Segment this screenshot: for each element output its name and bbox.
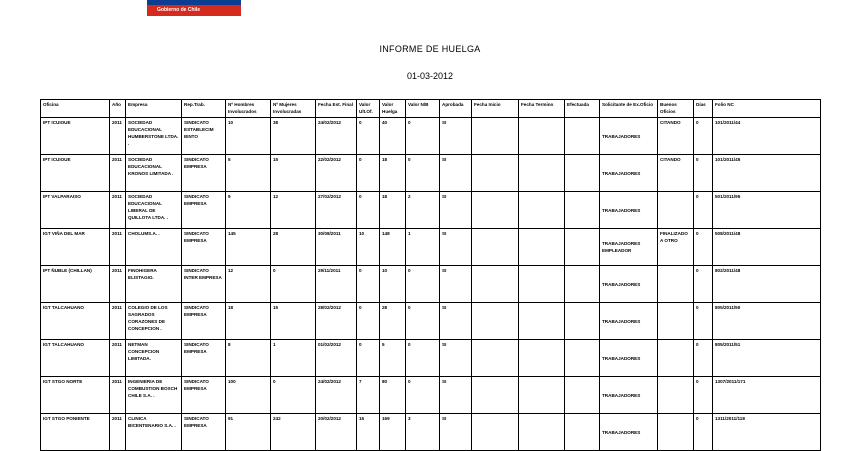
cell-fecha_est: 24/02/2012: [316, 377, 357, 414]
cell-ult: 0: [357, 192, 380, 229]
cell-fecha_est: 01/02/2012: [316, 340, 357, 377]
cell-oficina: IGT TALCAHUANO: [41, 340, 110, 377]
cell-folio: 501/2011/95: [713, 192, 821, 229]
cell-huelga: 5: [380, 340, 406, 377]
cell-empresa: COLEGIO DE LOS SAGRADOS CORAZONES DE CONCEPCION .: [126, 303, 182, 340]
cell-termino: [519, 229, 565, 266]
strike-report-table: [40, 99, 821, 451]
logo-text: Gobierno de Chile: [157, 7, 201, 13]
cell-hombres: 12: [226, 266, 271, 303]
cell-empresa: INGENIERIA DE COMBUSTION BOSCH CHILE S.A. .: [126, 377, 182, 414]
cell-empresa: NETMAN CONCEPCION LIMITADA.: [126, 340, 182, 377]
cell-rep: SINDICATO EMPRESA: [182, 229, 226, 266]
cell-inicio: [472, 377, 519, 414]
cell-huelga: 80: [380, 377, 406, 414]
cell-solicitante: TRABAJADORES: [600, 414, 658, 451]
cell-oficina: IPT VALPARAISO: [41, 192, 110, 229]
cell-hombres: 18: [226, 303, 271, 340]
cell-ult: 10: [357, 229, 380, 266]
cell-oficina: IGT TALCAHUANO: [41, 303, 110, 340]
report-title: INFORME DE HUELGA: [379, 44, 481, 54]
cell-nb: 0: [406, 340, 440, 377]
cell-hombres: 91: [226, 414, 271, 451]
cell-inicio: [472, 266, 519, 303]
cell-dias: 0: [694, 303, 713, 340]
cell-fecha_est: 28/02/2012: [316, 303, 357, 340]
cell-hombres: 100: [226, 377, 271, 414]
cell-mujeres: 12: [271, 192, 316, 229]
cell-folio: 805/2011/50: [713, 303, 821, 340]
cell-buenos: [658, 192, 694, 229]
cell-fecha_est: 22/02/2012: [316, 155, 357, 192]
cell-aprobada: SI: [440, 340, 472, 377]
cell-aprobada: SI: [440, 155, 472, 192]
column-header: Fecha Termino: [519, 100, 565, 118]
cell-efectuada: [565, 377, 600, 414]
cell-rep: SINDICATO EMPRESA: [182, 377, 226, 414]
cell-anio: 2011: [110, 229, 126, 266]
cell-buenos: [658, 414, 694, 451]
cell-efectuada: [565, 192, 600, 229]
cell-mujeres: 1: [271, 340, 316, 377]
cell-solicitante: TRABAJADORES: [600, 192, 658, 229]
column-header: Nº Mujeres Involucradas: [271, 100, 316, 118]
cell-huelga: 40: [380, 118, 406, 155]
cell-nb: 0: [406, 303, 440, 340]
cell-termino: [519, 155, 565, 192]
cell-empresa: SOCIEDAD EDUCACIONAL HUMBERSTONE LTDA. .: [126, 118, 182, 155]
column-header: Folio NC: [713, 100, 821, 118]
cell-rep: SINDICATO EMPRESA: [182, 155, 226, 192]
cell-termino: [519, 303, 565, 340]
cell-ult: 0: [357, 340, 380, 377]
cell-inicio: [472, 192, 519, 229]
cell-inicio: [472, 155, 519, 192]
cell-oficina: IPT ICUIOUE: [41, 155, 110, 192]
cell-dias: 0: [694, 414, 713, 451]
column-header: Efectuada: [565, 100, 600, 118]
table-row: [41, 192, 821, 229]
cell-nb: 3: [406, 414, 440, 451]
cell-dias: 0: [694, 377, 713, 414]
cell-folio: 1307/2011/171: [713, 377, 821, 414]
cell-huelga: 28: [380, 303, 406, 340]
cell-anio: 2011: [110, 155, 126, 192]
cell-huelga: 148: [380, 229, 406, 266]
cell-efectuada: [565, 340, 600, 377]
cell-mujeres: 38: [271, 118, 316, 155]
cell-ult: 7: [357, 377, 380, 414]
cell-folio: 508/2011/48: [713, 229, 821, 266]
cell-ult: 0: [357, 266, 380, 303]
cell-solicitante: TRABAJADORES: [600, 118, 658, 155]
cell-buenos: CITANDO: [658, 155, 694, 192]
cell-anio: 2011: [110, 266, 126, 303]
cell-efectuada: [565, 414, 600, 451]
cell-folio: 802/2011/48: [713, 266, 821, 303]
cell-termino: [519, 118, 565, 155]
cell-buenos: [658, 377, 694, 414]
cell-folio: 101/2011/44: [713, 118, 821, 155]
cell-anio: 2011: [110, 377, 126, 414]
cell-oficina: IGT STGO PONIENTE: [41, 414, 110, 451]
cell-buenos: [658, 340, 694, 377]
column-header: Días: [694, 100, 713, 118]
cell-inicio: [472, 340, 519, 377]
column-header: Rep.Trab.: [182, 100, 226, 118]
cell-huelga: 18: [380, 192, 406, 229]
table-row: [41, 266, 821, 303]
cell-folio: 101/2011/45: [713, 155, 821, 192]
cell-rep: SINDICATO EMPRESA: [182, 414, 226, 451]
cell-empresa: CHOLUMS.A. .: [126, 229, 182, 266]
cell-dias: 0: [694, 266, 713, 303]
column-header: Aprobada: [440, 100, 472, 118]
cell-ult: 0: [357, 155, 380, 192]
cell-nb: 2: [406, 192, 440, 229]
table-row: [41, 118, 821, 155]
cell-efectuada: [565, 303, 600, 340]
cell-aprobada: SI: [440, 229, 472, 266]
cell-aprobada: SI: [440, 377, 472, 414]
cell-folio: 805/2011/51: [713, 340, 821, 377]
cell-huelga: 169: [380, 414, 406, 451]
cell-termino: [519, 266, 565, 303]
cell-termino: [519, 377, 565, 414]
cell-anio: 2011: [110, 414, 126, 451]
cell-hombres: 10: [226, 118, 271, 155]
cell-rep: SINDICATO EMPRESA: [182, 340, 226, 377]
cell-dias: 0: [694, 155, 713, 192]
cell-anio: 2011: [110, 340, 126, 377]
cell-nb: 0: [406, 155, 440, 192]
cell-mujeres: 15: [271, 155, 316, 192]
cell-rep: SINDICATO EMPRESA: [182, 303, 226, 340]
cell-fecha_est: 20/02/2012: [316, 414, 357, 451]
cell-nb: 1: [406, 229, 440, 266]
cell-mujeres: 242: [271, 414, 316, 451]
cell-aprobada: SI: [440, 414, 472, 451]
cell-folio: 1311/2011/118: [713, 414, 821, 451]
cell-termino: [519, 192, 565, 229]
cell-aprobada: SI: [440, 303, 472, 340]
cell-huelga: 18: [380, 155, 406, 192]
cell-mujeres: 0: [271, 377, 316, 414]
table-row: [41, 229, 821, 266]
cell-nb: 0: [406, 377, 440, 414]
cell-dias: 0: [694, 229, 713, 266]
cell-efectuada: [565, 229, 600, 266]
column-header: Año: [110, 100, 126, 118]
cell-efectuada: [565, 155, 600, 192]
cell-solicitante: TRABAJADORES: [600, 155, 658, 192]
cell-dias: 0: [694, 340, 713, 377]
cell-aprobada: SI: [440, 266, 472, 303]
cell-oficina: IGT VIÑA DEL MAR: [41, 229, 110, 266]
table-row: [41, 155, 821, 192]
cell-oficina: IGT STGO NORTE: [41, 377, 110, 414]
column-header: Empresa: [126, 100, 182, 118]
cell-fecha_est: 24/02/2012: [316, 118, 357, 155]
cell-solicitante: TRABAJADORES: [600, 340, 658, 377]
cell-efectuada: [565, 118, 600, 155]
cell-termino: [519, 414, 565, 451]
cell-fecha_est: 30/08/2011: [316, 229, 357, 266]
column-header: Valor N/B: [406, 100, 440, 118]
cell-fecha_est: 29/11/2011: [316, 266, 357, 303]
cell-buenos: [658, 266, 694, 303]
cell-dias: 0: [694, 192, 713, 229]
cell-huelga: 10: [380, 266, 406, 303]
cell-buenos: FINALIZADO A OTRO: [658, 229, 694, 266]
cell-aprobada: SI: [440, 118, 472, 155]
cell-oficina: IPT ICUIOUE: [41, 118, 110, 155]
cell-oficina: IPT ÑUBLE (CHILLAN): [41, 266, 110, 303]
cell-efectuada: [565, 266, 600, 303]
cell-nb: 0: [406, 266, 440, 303]
cell-hombres: 5: [226, 155, 271, 192]
cell-mujeres: 15: [271, 303, 316, 340]
cell-empresa: SOCIEDAD EDUCACIONAL LIBERAL DE QUILLOTA LTDA. .: [126, 192, 182, 229]
cell-hombres: 9: [226, 192, 271, 229]
table-header-row: [41, 100, 821, 118]
cell-ult: 0: [357, 118, 380, 155]
cell-anio: 2011: [110, 118, 126, 155]
column-header: Fecha Inicio: [472, 100, 519, 118]
cell-anio: 2011: [110, 303, 126, 340]
gobierno-logo: [147, 0, 241, 16]
cell-rep: SINDICATO ESTABLECIM IENTO: [182, 118, 226, 155]
cell-solicitante: TRABAJADORES: [600, 303, 658, 340]
cell-rep: SINDICATO INTER EMPRESA: [182, 266, 226, 303]
cell-mujeres: 28: [271, 229, 316, 266]
cell-inicio: [472, 229, 519, 266]
table-row: [41, 377, 821, 414]
cell-anio: 2011: [110, 192, 126, 229]
cell-solicitante: TRABAJADORES: [600, 266, 658, 303]
cell-ult: 0: [357, 303, 380, 340]
cell-hombres: 8: [226, 340, 271, 377]
table-row: [41, 414, 821, 451]
cell-empresa: SOCIEDAD EDUCACIONAL KRONOS LIMITADA .: [126, 155, 182, 192]
column-header: Fecha Est. Final: [316, 100, 357, 118]
cell-inicio: [472, 303, 519, 340]
cell-buenos: CITANDO: [658, 118, 694, 155]
cell-nb: 0: [406, 118, 440, 155]
column-header: Oficina: [41, 100, 110, 118]
cell-empresa: FINOHIGERA ELISTAGIO.: [126, 266, 182, 303]
cell-dias: 0: [694, 118, 713, 155]
column-header: Solicitante de Ex.Oficio: [600, 100, 658, 118]
table-row: [41, 303, 821, 340]
column-header: Valor Ult.Of.: [357, 100, 380, 118]
cell-aprobada: SI: [440, 192, 472, 229]
cell-buenos: [658, 303, 694, 340]
cell-hombres: 145: [226, 229, 271, 266]
cell-solicitante: TRABAJADORES: [600, 377, 658, 414]
cell-fecha_est: 27/02/2012: [316, 192, 357, 229]
cell-inicio: [472, 118, 519, 155]
cell-solicitante: TRABAJADORES EMPLEADOR: [600, 229, 658, 266]
column-header: Nº Hombres Involucrados: [226, 100, 271, 118]
column-header: Valor Huelga: [380, 100, 406, 118]
cell-mujeres: 0: [271, 266, 316, 303]
cell-rep: SINDICATO EMPRESA: [182, 192, 226, 229]
report-date: 01-03-2012: [406, 71, 454, 81]
column-header: Buenos Oficios: [658, 100, 694, 118]
cell-ult: 15: [357, 414, 380, 451]
cell-termino: [519, 340, 565, 377]
cell-inicio: [472, 414, 519, 451]
cell-empresa: CLINICA BICENTENARIO S.A. .: [126, 414, 182, 451]
table-row: [41, 340, 821, 377]
